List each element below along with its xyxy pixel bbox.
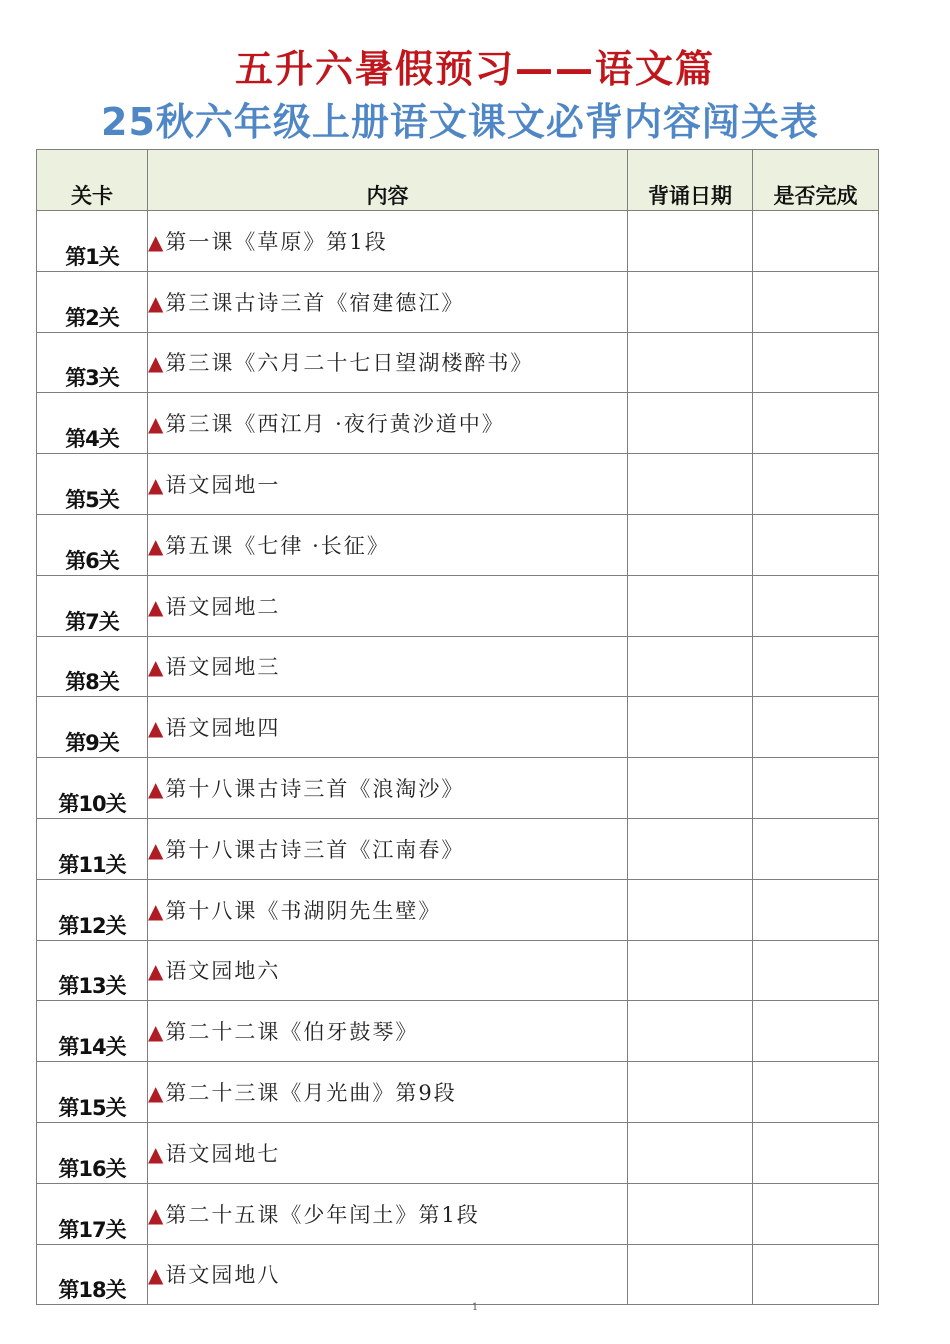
content-text: 语文园地六 [165, 959, 281, 984]
level-cell: 第5关 [37, 454, 148, 515]
completion-cell[interactable] [753, 393, 879, 454]
content-text: 语文园地四 [165, 716, 281, 741]
table-row [37, 697, 879, 758]
recite-date-cell[interactable] [628, 1122, 753, 1183]
completion-cell[interactable] [753, 1062, 879, 1123]
triangle-marker-icon: ▲ [148, 1141, 164, 1166]
completion-cell[interactable] [753, 818, 879, 879]
completion-cell[interactable] [753, 1122, 879, 1183]
level-cell: 第14关 [37, 1001, 148, 1062]
table-row [37, 575, 879, 636]
recite-date-cell[interactable] [628, 575, 753, 636]
content-text: 第二十二课《伯牙鼓琴》 [165, 1020, 419, 1045]
recite-date-cell[interactable] [628, 1062, 753, 1123]
content-cell [148, 818, 628, 879]
completion-cell[interactable] [753, 697, 879, 758]
triangle-marker-icon: ▲ [148, 290, 164, 315]
table-row [37, 332, 879, 393]
level-cell: 第10关 [37, 758, 148, 819]
page-title: 五升六暑假预习——语文篇 [234, 47, 715, 91]
triangle-marker-icon: ▲ [148, 594, 164, 619]
completion-cell[interactable] [753, 332, 879, 393]
triangle-marker-icon: ▲ [148, 1202, 164, 1227]
table-row [37, 271, 879, 332]
recitation-checklist-table [36, 149, 879, 1305]
table-row [37, 454, 879, 515]
content-cell [148, 393, 628, 454]
completion-cell[interactable] [753, 514, 879, 575]
completion-cell[interactable] [753, 940, 879, 1001]
table-row [37, 514, 879, 575]
recite-date-cell[interactable] [628, 697, 753, 758]
level-cell: 第15关 [37, 1062, 148, 1123]
triangle-marker-icon: ▲ [148, 898, 164, 923]
content-cell [148, 454, 628, 515]
header-date: 背诵日期 [628, 150, 753, 211]
completion-cell[interactable] [753, 271, 879, 332]
content-text: 第三课《西江月 ·夜行黄沙道中》 [165, 412, 505, 437]
triangle-marker-icon: ▲ [148, 351, 164, 376]
content-cell [148, 1244, 628, 1305]
recite-date-cell[interactable] [628, 818, 753, 879]
content-cell [148, 1001, 628, 1062]
triangle-marker-icon: ▲ [148, 473, 164, 498]
content-text: 语文园地二 [165, 594, 281, 619]
recite-date-cell[interactable] [628, 879, 753, 940]
content-text: 第三课《六月二十七日望湖楼醉书》 [165, 351, 534, 376]
recite-date-cell[interactable] [628, 758, 753, 819]
level-cell: 第9关 [37, 697, 148, 758]
triangle-marker-icon: ▲ [148, 1081, 164, 1106]
content-text: 第二十五课《少年闰土》第1段 [165, 1202, 480, 1227]
content-text: 第十八课古诗三首《江南春》 [165, 837, 465, 862]
recite-date-cell[interactable] [628, 271, 753, 332]
content-cell [148, 1062, 628, 1123]
content-cell [148, 697, 628, 758]
page-subtitle: 25秋六年级上册语文课文必背内容闯关表 [101, 100, 819, 144]
content-text: 语文园地三 [165, 655, 281, 680]
triangle-marker-icon: ▲ [148, 229, 164, 254]
level-cell: 第13关 [37, 940, 148, 1001]
content-cell [148, 271, 628, 332]
table-row [37, 818, 879, 879]
table-header-row [37, 150, 879, 211]
completion-cell[interactable] [753, 211, 879, 272]
completion-cell[interactable] [753, 1183, 879, 1244]
level-cell: 第16关 [37, 1122, 148, 1183]
recite-date-cell[interactable] [628, 1244, 753, 1305]
triangle-marker-icon: ▲ [148, 837, 164, 862]
content-text: 第一课《草原》第1段 [165, 229, 388, 254]
level-cell: 第7关 [37, 575, 148, 636]
level-cell: 第3关 [37, 332, 148, 393]
triangle-marker-icon: ▲ [148, 1263, 164, 1288]
completion-cell[interactable] [753, 1244, 879, 1305]
content-text: 第十八课《书湖阴先生壁》 [165, 898, 442, 923]
recite-date-cell[interactable] [628, 332, 753, 393]
recite-date-cell[interactable] [628, 514, 753, 575]
content-text: 第三课古诗三首《宿建德江》 [165, 290, 465, 315]
level-cell: 第1关 [37, 211, 148, 272]
completion-cell[interactable] [753, 758, 879, 819]
completion-cell[interactable] [753, 879, 879, 940]
table-row [37, 1183, 879, 1244]
recite-date-cell[interactable] [628, 393, 753, 454]
table-row [37, 940, 879, 1001]
content-text: 第二十三课《月光曲》第9段 [165, 1081, 457, 1106]
content-cell [148, 940, 628, 1001]
content-cell [148, 879, 628, 940]
table-row [37, 393, 879, 454]
level-cell: 第6关 [37, 514, 148, 575]
content-cell [148, 758, 628, 819]
recite-date-cell[interactable] [628, 636, 753, 697]
table-row [37, 1001, 879, 1062]
triangle-marker-icon: ▲ [148, 655, 164, 680]
triangle-marker-icon: ▲ [148, 716, 164, 741]
level-cell: 第8关 [37, 636, 148, 697]
content-cell [148, 636, 628, 697]
table-row [37, 636, 879, 697]
triangle-marker-icon: ▲ [148, 1020, 164, 1045]
table-row [37, 1122, 879, 1183]
table-row [37, 211, 879, 272]
content-cell [148, 1183, 628, 1244]
content-cell [148, 1122, 628, 1183]
recite-date-cell[interactable] [628, 940, 753, 1001]
header-level: 关卡 [37, 150, 148, 211]
table-row [37, 1062, 879, 1123]
level-cell: 第18关 [37, 1244, 148, 1305]
triangle-marker-icon: ▲ [148, 777, 164, 802]
table-row [37, 879, 879, 940]
triangle-marker-icon: ▲ [148, 533, 164, 558]
content-cell [148, 514, 628, 575]
content-text: 第五课《七律 ·长征》 [165, 533, 390, 558]
completion-cell[interactable] [753, 454, 879, 515]
level-cell: 第4关 [37, 393, 148, 454]
level-cell: 第12关 [37, 879, 148, 940]
content-text: 语文园地一 [165, 473, 281, 498]
recite-date-cell[interactable] [628, 211, 753, 272]
page-number: 1 [471, 1302, 479, 1313]
content-text: 语文园地八 [165, 1263, 281, 1288]
content-text: 语文园地七 [165, 1141, 281, 1166]
content-cell [148, 575, 628, 636]
triangle-marker-icon: ▲ [148, 412, 164, 437]
header-content: 内容 [148, 150, 628, 211]
table-row [37, 758, 879, 819]
completion-cell[interactable] [753, 1001, 879, 1062]
content-text: 第十八课古诗三首《浪淘沙》 [165, 777, 465, 802]
level-cell: 第2关 [37, 271, 148, 332]
completion-cell[interactable] [753, 575, 879, 636]
recite-date-cell[interactable] [628, 1183, 753, 1244]
content-cell [148, 332, 628, 393]
content-cell [148, 211, 628, 272]
level-cell: 第11关 [37, 818, 148, 879]
table-row [37, 1244, 879, 1305]
triangle-marker-icon: ▲ [148, 959, 164, 984]
completion-cell[interactable] [753, 636, 879, 697]
header-done: 是否完成 [753, 150, 879, 211]
level-cell: 第17关 [37, 1183, 148, 1244]
recite-date-cell[interactable] [628, 1001, 753, 1062]
recite-date-cell[interactable] [628, 454, 753, 515]
